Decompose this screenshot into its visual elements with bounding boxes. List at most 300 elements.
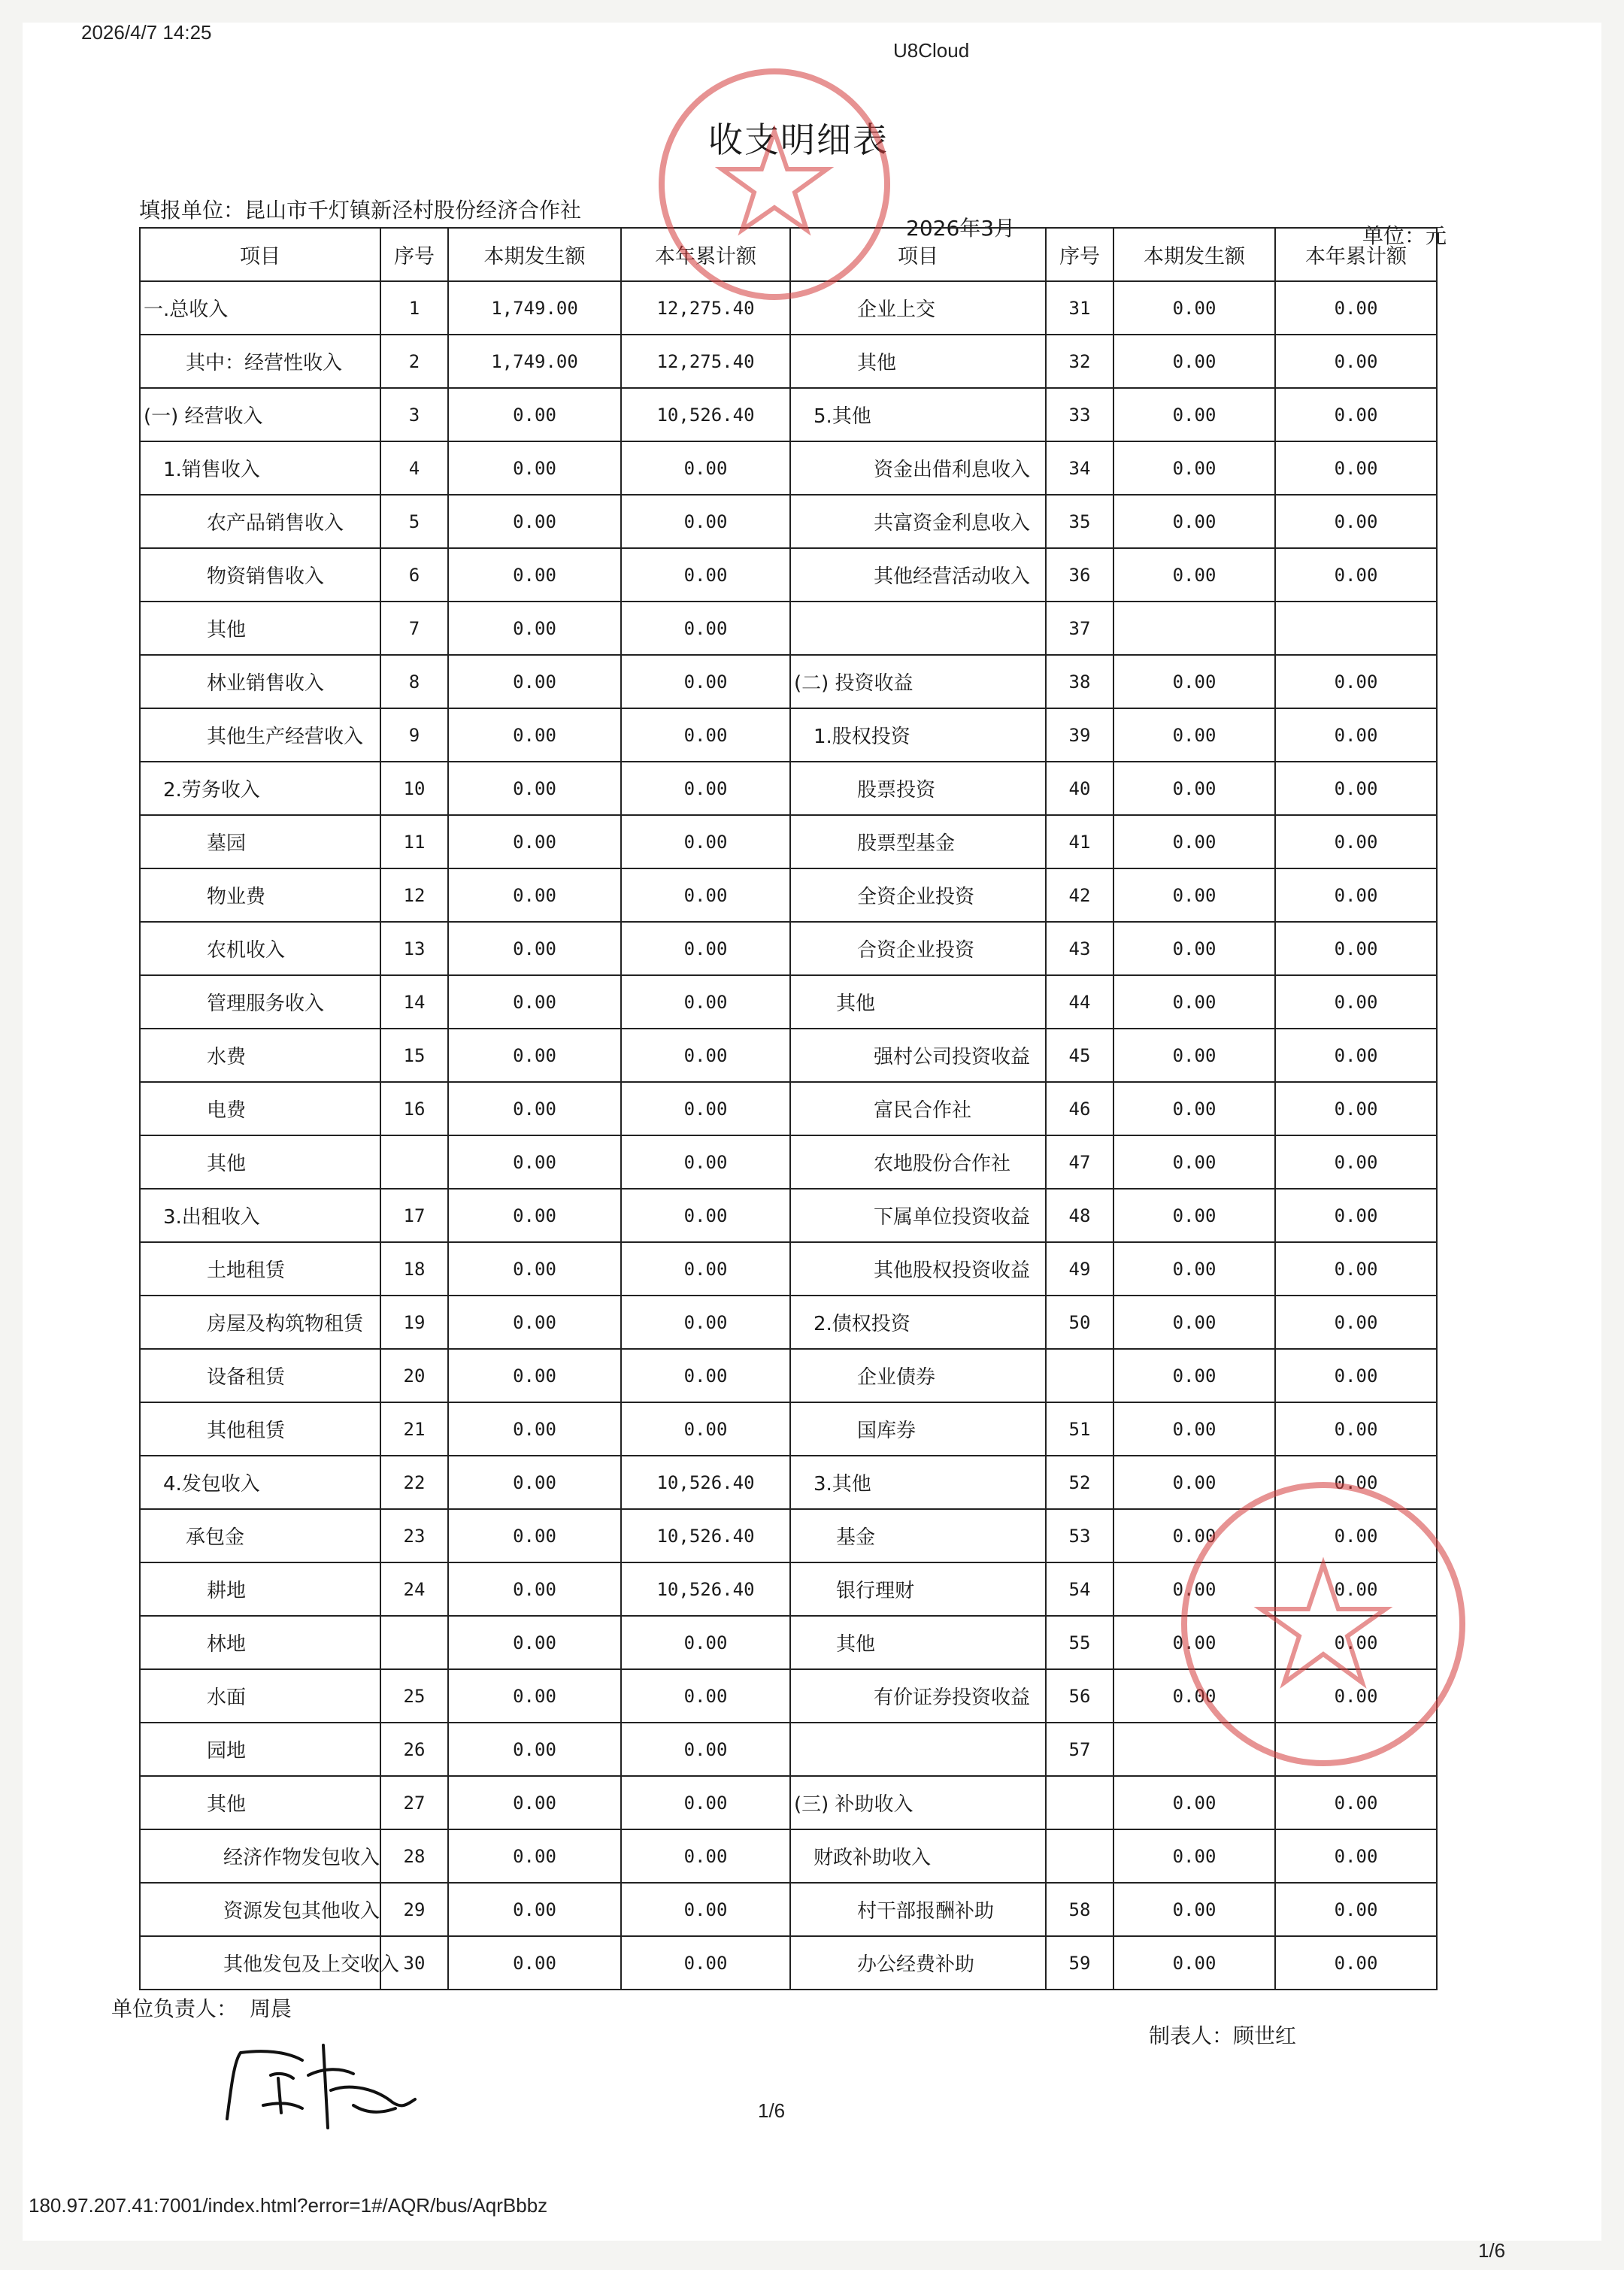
right-item: 其他 <box>790 1616 1046 1669</box>
table-row <box>140 815 1437 868</box>
right-ytd: 0.00 <box>1275 1402 1437 1456</box>
right-item: 共富资金利息收入 <box>790 495 1046 548</box>
right-ytd: 0.00 <box>1275 1349 1437 1402</box>
left-seq: 25 <box>380 1669 448 1723</box>
left-current: 1,749.00 <box>448 281 621 335</box>
right-item: 3.其他 <box>790 1456 1046 1509</box>
right-seq: 42 <box>1046 868 1113 922</box>
left-item: 其他 <box>140 602 380 655</box>
right-current: 0.00 <box>1113 1029 1275 1082</box>
left-ytd: 0.00 <box>621 922 790 975</box>
left-ytd: 10,526.40 <box>621 1509 790 1562</box>
right-current: 0.00 <box>1113 1669 1275 1723</box>
right-current: 0.00 <box>1113 1776 1275 1829</box>
left-seq: 8 <box>380 655 448 708</box>
left-seq: 14 <box>380 975 448 1029</box>
right-ytd <box>1275 602 1437 655</box>
right-ytd: 0.00 <box>1275 548 1437 602</box>
left-ytd: 0.00 <box>621 655 790 708</box>
left-ytd: 12,275.40 <box>621 281 790 335</box>
left-current: 0.00 <box>448 441 621 495</box>
right-current: 0.00 <box>1113 335 1275 388</box>
right-item: 全资企业投资 <box>790 868 1046 922</box>
right-item: 强村公司投资收益 <box>790 1029 1046 1082</box>
right-ytd: 0.00 <box>1275 708 1437 762</box>
left-seq <box>380 1616 448 1669</box>
left-seq: 1 <box>380 281 448 335</box>
right-current: 0.00 <box>1113 708 1275 762</box>
right-seq: 41 <box>1046 815 1113 868</box>
left-item: 耕地 <box>140 1562 380 1616</box>
table-row <box>140 1776 1437 1829</box>
right-item: 其他 <box>790 335 1046 388</box>
left-seq: 2 <box>380 335 448 388</box>
right-seq: 55 <box>1046 1616 1113 1669</box>
print-url: 180.97.207.41:7001/index.html?error=1#/AQR/bus/AqrBbbz <box>29 2194 548 2217</box>
left-item: 4.发包收入 <box>140 1456 380 1509</box>
left-ytd: 0.00 <box>621 1669 790 1723</box>
table-row <box>140 1135 1437 1189</box>
col-header-item-right: 项目 <box>790 228 1046 281</box>
right-current: 0.00 <box>1113 1189 1275 1242</box>
left-seq: 18 <box>380 1242 448 1296</box>
right-ytd: 0.00 <box>1275 335 1437 388</box>
left-current: 0.00 <box>448 1082 621 1135</box>
right-item: 财政补助收入 <box>790 1829 1046 1883</box>
left-item: 土地租赁 <box>140 1242 380 1296</box>
left-seq: 29 <box>380 1883 448 1936</box>
left-ytd: 0.00 <box>621 1883 790 1936</box>
left-item: 其他发包及上交收入 <box>140 1936 380 1990</box>
left-seq: 16 <box>380 1082 448 1135</box>
right-current: 0.00 <box>1113 815 1275 868</box>
left-ytd: 0.00 <box>621 1723 790 1776</box>
right-seq: 56 <box>1046 1669 1113 1723</box>
left-seq: 26 <box>380 1723 448 1776</box>
left-item: 林业销售收入 <box>140 655 380 708</box>
right-item: 办公经费补助 <box>790 1936 1046 1990</box>
right-seq: 31 <box>1046 281 1113 335</box>
left-ytd: 12,275.40 <box>621 335 790 388</box>
left-item: 其他 <box>140 1776 380 1829</box>
left-ytd: 0.00 <box>621 495 790 548</box>
left-item: 水面 <box>140 1669 380 1723</box>
right-item: 企业上交 <box>790 281 1046 335</box>
left-item: 物资销售收入 <box>140 548 380 602</box>
table-row <box>140 868 1437 922</box>
right-ytd: 0.00 <box>1275 1029 1437 1082</box>
right-ytd: 0.00 <box>1275 1936 1437 1990</box>
report-period: 2026年3月 <box>906 216 1016 241</box>
right-ytd: 0.00 <box>1275 281 1437 335</box>
right-current: 0.00 <box>1113 1135 1275 1189</box>
left-item: 1.销售收入 <box>140 441 380 495</box>
responsible-label: 单位负责人： <box>111 1996 238 2021</box>
right-ytd: 0.00 <box>1275 1456 1437 1509</box>
left-ytd: 0.00 <box>621 1402 790 1456</box>
left-seq: 27 <box>380 1776 448 1829</box>
table-row <box>140 1082 1437 1135</box>
table-row <box>140 1402 1437 1456</box>
right-current: 0.00 <box>1113 1456 1275 1509</box>
right-current: 0.00 <box>1113 1402 1275 1456</box>
left-item: 墓园 <box>140 815 380 868</box>
col-header-seq-right: 序号 <box>1046 228 1113 281</box>
left-item: 电费 <box>140 1082 380 1135</box>
left-current: 0.00 <box>448 1029 621 1082</box>
right-current: 0.00 <box>1113 1242 1275 1296</box>
left-seq: 6 <box>380 548 448 602</box>
right-ytd: 0.00 <box>1275 1082 1437 1135</box>
left-current: 0.00 <box>448 1402 621 1456</box>
handwritten-signature <box>218 2030 429 2143</box>
table-row <box>140 1189 1437 1242</box>
left-current: 0.00 <box>448 495 621 548</box>
left-ytd: 0.00 <box>621 1616 790 1669</box>
official-seal-top <box>650 60 898 308</box>
col-header-seq: 序号 <box>380 228 448 281</box>
left-current: 0.00 <box>448 762 621 815</box>
left-item: 其他生产经营收入 <box>140 708 380 762</box>
table-row <box>140 708 1437 762</box>
right-ytd: 0.00 <box>1275 815 1437 868</box>
right-ytd: 0.00 <box>1275 495 1437 548</box>
table-row <box>140 1883 1437 1936</box>
col-header-ytd: 本年累计额 <box>621 228 790 281</box>
left-seq: 24 <box>380 1562 448 1616</box>
left-seq: 12 <box>380 868 448 922</box>
left-item: 其他 <box>140 1135 380 1189</box>
right-seq: 37 <box>1046 602 1113 655</box>
right-seq: 36 <box>1046 548 1113 602</box>
right-item: 其他经营活动收入 <box>790 548 1046 602</box>
left-current: 0.00 <box>448 1616 621 1669</box>
left-seq: 23 <box>380 1509 448 1562</box>
right-seq: 35 <box>1046 495 1113 548</box>
page-number-center: 1/6 <box>758 2099 786 2122</box>
left-seq: 15 <box>380 1029 448 1082</box>
right-item <box>790 1723 1046 1776</box>
print-app-name: U8Cloud <box>893 39 970 62</box>
right-ytd: 0.00 <box>1275 655 1437 708</box>
right-current: 0.00 <box>1113 1829 1275 1883</box>
right-ytd: 0.00 <box>1275 1562 1437 1616</box>
left-seq: 13 <box>380 922 448 975</box>
right-current: 0.00 <box>1113 281 1275 335</box>
left-ytd: 0.00 <box>621 815 790 868</box>
left-current: 0.00 <box>448 868 621 922</box>
left-current: 0.00 <box>448 1776 621 1829</box>
right-item: 国库券 <box>790 1402 1046 1456</box>
left-ytd: 0.00 <box>621 1135 790 1189</box>
table-row <box>140 655 1437 708</box>
right-seq: 59 <box>1046 1936 1113 1990</box>
right-seq: 52 <box>1046 1456 1113 1509</box>
left-item: (一) 经营收入 <box>140 388 380 441</box>
right-current: 0.00 <box>1113 1936 1275 1990</box>
right-item: 1.股权投资 <box>790 708 1046 762</box>
left-current: 0.00 <box>448 1349 621 1402</box>
table-row <box>140 1349 1437 1402</box>
left-current: 0.00 <box>448 922 621 975</box>
left-current: 0.00 <box>448 1509 621 1562</box>
table-row <box>140 548 1437 602</box>
right-ytd: 0.00 <box>1275 975 1437 1029</box>
left-current: 0.00 <box>448 388 621 441</box>
right-item: 5.其他 <box>790 388 1046 441</box>
left-current: 1,749.00 <box>448 335 621 388</box>
left-seq: 30 <box>380 1936 448 1990</box>
left-seq <box>380 1135 448 1189</box>
right-item: 2.债权投资 <box>790 1296 1046 1349</box>
right-item: 有价证券投资收益 <box>790 1669 1046 1723</box>
left-current: 0.00 <box>448 1936 621 1990</box>
left-item: 资源发包其他收入 <box>140 1883 380 1936</box>
left-seq: 5 <box>380 495 448 548</box>
table-row <box>140 1936 1437 1990</box>
right-ytd: 0.00 <box>1275 1616 1437 1669</box>
left-ytd: 0.00 <box>621 1829 790 1883</box>
left-seq: 17 <box>380 1189 448 1242</box>
left-ytd: 0.00 <box>621 1242 790 1296</box>
left-current: 0.00 <box>448 1242 621 1296</box>
right-item: (三) 补助收入 <box>790 1776 1046 1829</box>
left-ytd: 0.00 <box>621 441 790 495</box>
right-seq: 48 <box>1046 1189 1113 1242</box>
left-ytd: 0.00 <box>621 1776 790 1829</box>
right-seq <box>1046 1829 1113 1883</box>
table-row <box>140 1829 1437 1883</box>
left-item: 其中：经营性收入 <box>140 335 380 388</box>
right-seq: 43 <box>1046 922 1113 975</box>
left-ytd: 10,526.40 <box>621 1456 790 1509</box>
left-ytd: 0.00 <box>621 1189 790 1242</box>
col-header-current: 本期发生额 <box>448 228 621 281</box>
left-item: 水费 <box>140 1029 380 1082</box>
left-item: 房屋及构筑物租赁 <box>140 1296 380 1349</box>
page-number-corner: 1/6 <box>1478 2239 1506 2262</box>
right-ytd: 0.00 <box>1275 1296 1437 1349</box>
left-current: 0.00 <box>448 815 621 868</box>
right-ytd: 0.00 <box>1275 1242 1437 1296</box>
left-ytd: 0.00 <box>621 975 790 1029</box>
right-current: 0.00 <box>1113 388 1275 441</box>
right-current: 0.00 <box>1113 975 1275 1029</box>
left-item: 2.劳务收入 <box>140 762 380 815</box>
official-seal-bottom <box>1173 1466 1474 1782</box>
left-current: 0.00 <box>448 975 621 1029</box>
left-ytd: 0.00 <box>621 1082 790 1135</box>
left-seq: 3 <box>380 388 448 441</box>
right-item <box>790 602 1046 655</box>
left-item: 物业费 <box>140 868 380 922</box>
table-row <box>140 1029 1437 1082</box>
right-seq: 34 <box>1046 441 1113 495</box>
right-seq: 45 <box>1046 1029 1113 1082</box>
right-item: 其他 <box>790 975 1046 1029</box>
left-ytd: 0.00 <box>621 868 790 922</box>
table-row <box>140 441 1437 495</box>
right-current: 0.00 <box>1113 495 1275 548</box>
right-item: 银行理财 <box>790 1562 1046 1616</box>
right-current: 0.00 <box>1113 1616 1275 1669</box>
right-ytd: 0.00 <box>1275 1776 1437 1829</box>
right-current: 0.00 <box>1113 1509 1275 1562</box>
table-row <box>140 495 1437 548</box>
left-current: 0.00 <box>448 655 621 708</box>
right-item: 富民合作社 <box>790 1082 1046 1135</box>
right-item: 企业债券 <box>790 1349 1046 1402</box>
right-ytd: 0.00 <box>1275 1189 1437 1242</box>
left-ytd: 10,526.40 <box>621 1562 790 1616</box>
right-seq: 54 <box>1046 1562 1113 1616</box>
left-item: 园地 <box>140 1723 380 1776</box>
right-ytd: 0.00 <box>1275 1829 1437 1883</box>
left-ytd: 0.00 <box>621 708 790 762</box>
right-seq: 57 <box>1046 1723 1113 1776</box>
right-seq: 50 <box>1046 1296 1113 1349</box>
left-ytd: 0.00 <box>621 602 790 655</box>
right-ytd: 0.00 <box>1275 762 1437 815</box>
right-current <box>1113 602 1275 655</box>
table-row <box>140 1242 1437 1296</box>
right-current: 0.00 <box>1113 762 1275 815</box>
reporting-unit: 填报单位：昆山市千灯镇新泾村股份经济合作社 <box>139 198 582 223</box>
left-item: 管理服务收入 <box>140 975 380 1029</box>
table-row <box>140 388 1437 441</box>
right-seq: 38 <box>1046 655 1113 708</box>
right-ytd: 0.00 <box>1275 1509 1437 1562</box>
right-seq: 51 <box>1046 1402 1113 1456</box>
left-current: 0.00 <box>448 548 621 602</box>
left-seq: 22 <box>380 1456 448 1509</box>
right-seq: 39 <box>1046 708 1113 762</box>
left-item: 其他租赁 <box>140 1402 380 1456</box>
right-seq: 58 <box>1046 1883 1113 1936</box>
left-seq: 7 <box>380 602 448 655</box>
col-header-ytd-right: 本年累计额 <box>1275 228 1437 281</box>
right-seq <box>1046 1776 1113 1829</box>
left-current: 0.00 <box>448 708 621 762</box>
right-current: 0.00 <box>1113 655 1275 708</box>
left-current: 0.00 <box>448 1135 621 1189</box>
left-ytd: 0.00 <box>621 1029 790 1082</box>
right-item: 资金出借利息收入 <box>790 441 1046 495</box>
right-item: 合资企业投资 <box>790 922 1046 975</box>
table-row <box>140 1296 1437 1349</box>
table-row <box>140 762 1437 815</box>
left-item: 林地 <box>140 1616 380 1669</box>
right-item: 下属单位投资收益 <box>790 1189 1046 1242</box>
right-ytd: 0.00 <box>1275 441 1437 495</box>
right-seq: 49 <box>1046 1242 1113 1296</box>
left-seq: 9 <box>380 708 448 762</box>
left-seq: 20 <box>380 1349 448 1402</box>
left-current: 0.00 <box>448 1829 621 1883</box>
left-seq: 21 <box>380 1402 448 1456</box>
right-seq: 32 <box>1046 335 1113 388</box>
right-item: 其他股权投资收益 <box>790 1242 1046 1296</box>
right-current: 0.00 <box>1113 548 1275 602</box>
left-seq: 11 <box>380 815 448 868</box>
right-current: 0.00 <box>1113 1562 1275 1616</box>
right-seq <box>1046 1349 1113 1402</box>
left-item: 农产品销售收入 <box>140 495 380 548</box>
right-item: 股票型基金 <box>790 815 1046 868</box>
left-seq: 28 <box>380 1829 448 1883</box>
currency-unit: 单位：元 <box>1362 223 1447 248</box>
table-row <box>140 922 1437 975</box>
table-row <box>140 335 1437 388</box>
right-item: 农地股份合作社 <box>790 1135 1046 1189</box>
col-header-current-right: 本期发生额 <box>1113 228 1275 281</box>
right-ytd: 0.00 <box>1275 868 1437 922</box>
right-current: 0.00 <box>1113 1883 1275 1936</box>
left-seq: 10 <box>380 762 448 815</box>
right-seq: 47 <box>1046 1135 1113 1189</box>
right-ytd: 0.00 <box>1275 1135 1437 1189</box>
table-row <box>140 975 1437 1029</box>
left-current: 0.00 <box>448 1562 621 1616</box>
right-current: 0.00 <box>1113 1296 1275 1349</box>
print-datetime: 2026/4/7 14:25 <box>81 21 212 44</box>
left-current: 0.00 <box>448 602 621 655</box>
left-current: 0.00 <box>448 1189 621 1242</box>
right-item: 村干部报酬补助 <box>790 1883 1046 1936</box>
left-ytd: 10,526.40 <box>621 388 790 441</box>
left-ytd: 0.00 <box>621 1349 790 1402</box>
left-current: 0.00 <box>448 1456 621 1509</box>
right-seq: 53 <box>1046 1509 1113 1562</box>
col-header-item: 项目 <box>140 228 380 281</box>
right-item: 基金 <box>790 1509 1046 1562</box>
left-item: 设备租赁 <box>140 1349 380 1402</box>
preparer: 制表人：顾世红 <box>1149 2023 1297 2048</box>
left-item: 农机收入 <box>140 922 380 975</box>
left-seq: 4 <box>380 441 448 495</box>
left-seq: 19 <box>380 1296 448 1349</box>
right-seq: 40 <box>1046 762 1113 815</box>
right-item: 股票投资 <box>790 762 1046 815</box>
left-ytd: 0.00 <box>621 762 790 815</box>
left-ytd: 0.00 <box>621 548 790 602</box>
right-item: (二) 投资收益 <box>790 655 1046 708</box>
left-current: 0.00 <box>448 1296 621 1349</box>
right-seq: 44 <box>1046 975 1113 1029</box>
right-seq: 33 <box>1046 388 1113 441</box>
left-item: 经济作物发包收入 <box>140 1829 380 1883</box>
table-row <box>140 602 1437 655</box>
left-item: 承包金 <box>140 1509 380 1562</box>
left-current: 0.00 <box>448 1669 621 1723</box>
left-current: 0.00 <box>448 1723 621 1776</box>
right-current: 0.00 <box>1113 441 1275 495</box>
left-item: 一.总收入 <box>140 281 380 335</box>
right-ytd: 0.00 <box>1275 1669 1437 1723</box>
left-item: 3.出租收入 <box>140 1189 380 1242</box>
report-title: 收支明细表 <box>708 120 889 160</box>
right-current: 0.00 <box>1113 868 1275 922</box>
left-ytd: 0.00 <box>621 1296 790 1349</box>
left-ytd: 0.00 <box>621 1936 790 1990</box>
right-ytd: 0.00 <box>1275 388 1437 441</box>
right-ytd: 0.00 <box>1275 922 1437 975</box>
right-ytd: 0.00 <box>1275 1883 1437 1936</box>
right-current: 0.00 <box>1113 922 1275 975</box>
right-seq: 46 <box>1046 1082 1113 1135</box>
right-current: 0.00 <box>1113 1082 1275 1135</box>
left-current: 0.00 <box>448 1883 621 1936</box>
